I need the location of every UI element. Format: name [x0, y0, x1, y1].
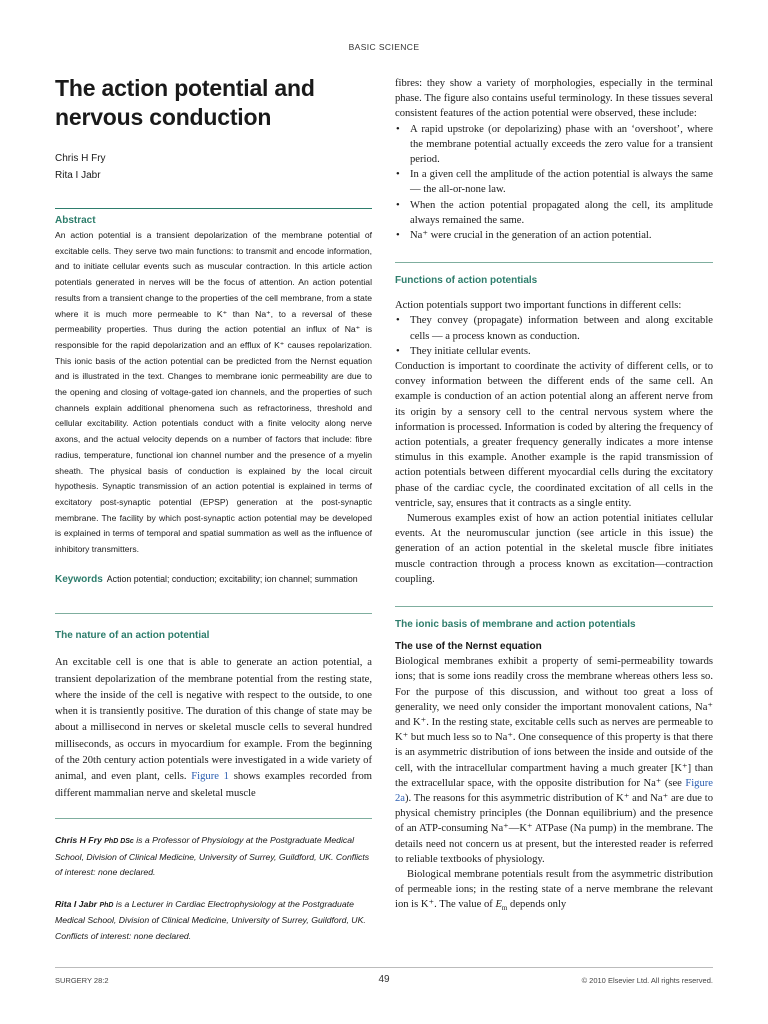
page-number: 49	[378, 974, 390, 985]
copyright-notice: © 2010 Elsevier Ltd. All rights reserved.	[581, 976, 713, 985]
article-title: The action potential and nervous conduction	[55, 75, 315, 130]
feature-list	[395, 122, 713, 244]
bullet-icon: •	[396, 315, 400, 327]
body-paragraph: An excitable cell is one that is able to generate an action potential, a transient depolarization of the membrane potential from the resting state, where the inside of the cell is negative with respect to the outside, to one when it is transiently positive. The duration of this change of state may be about a millisecond in nerves or skeletal muscle cells to several hundred milliseconds, as occurs in myocardium for example. From the beginning of the 20th century action potentials were investigated in a wide variety of animal, and even plant, cells. Figure 1 shows examples recorded from different mammalian nerve and skeletal muscle	[55, 657, 373, 799]
subsection-heading-nernst: The use of the Nernst equation	[395, 641, 542, 653]
list-item: • When the action potential propagated along the cell, its amplitude always remained the same.	[396, 199, 713, 226]
bullet-icon: •	[396, 230, 400, 242]
left-column	[55, 74, 372, 945]
keywords	[55, 572, 372, 588]
list-item: • They initiate cellular events.	[395, 344, 713, 359]
figure-1-link[interactable]: Figure 1	[191, 771, 229, 783]
affiliation-divider	[55, 818, 372, 819]
footer-divider	[55, 967, 713, 968]
body-paragraph: Conduction is important to coordinate the activity of different cells, or to convey information between the different ends of the same cell. An example is conduction of an action potential along an afferent nerve from its origin by a sensory cell to the central nervous system where the information is processed. Information is coded by altering the frequency of action potentials, a greater frequency generally indicates a more intense stimulus in this example. Another example is the rapid transmission of action potentials between different myocardial cells during the excitatory phase of the cardiac cycle, the coordinated excitation of all cells in the ventricle, say, ensures that it contracts as a single entity.	[395, 361, 714, 509]
abstract-text: An action potential is a transient depolarization of the membrane potential of excitable cells. They serve two main functions: to transmit and encode information, and to initiate cellular events such as muscular contraction. In this article action potentials generated in nerves will be the focus of attention. An action potential results from a transient change to the properties of the cell membrane, from a state where it is much more permeable to K⁺ than Na⁺, to a reversal of these permeability properties. Thus during the action potential an influx of Na⁺ is responsible for the rapid depolarization and an efflux of K⁺ causes repolarization. This ionic basis of the action potential can be predicted from the Nernst equation and is illustrated in the text. Changes to membrane ionic permeability are due to the opening and closing of voltage-gated ion channels, and the properties of such channels explain additional phenomena such as refractoriness, threshold and cellular excitability. Action potentials conduct with a finite velocity along nerve axons, and the actual velocity depends on a number of factors that include: fibre radius, temperature, functional ion channel number and the presence of a myelin sheath. The physical basis of conduction is explained by the local circuit hypothesis. Synaptic transmission of an action potential is explained in terms of excitatory post-synaptic potential (EPSP) generation at the post-synaptic membrane. The facility by which post-synaptic action potential may be developed is explained in terms of temporal and spatial summation as well as the influence of inhibitory transmitters.	[55, 230, 372, 555]
body-paragraph: fibres: they show a variety of morphologies, especially in the terminal phase. The figure also contains useful terminology. In these tissues several consistent features of the action potential were observed, these include:	[395, 78, 713, 120]
journal-reference: SURGERY 28:2	[55, 976, 109, 985]
bullet-icon: •	[396, 199, 400, 211]
list-item: • In a given cell the amplitude of the action potential is always the same — the all-or-none law.	[396, 169, 713, 196]
body-paragraph: Action potentials support two important functions in different cells:	[395, 300, 682, 312]
section-heading-functions: Functions of action potentials	[395, 275, 538, 287]
section-label: BASIC SCIENCE	[348, 42, 420, 52]
bullet-icon: •	[396, 345, 400, 357]
functions-list	[395, 313, 713, 359]
abstract-heading: Abstract	[55, 215, 96, 226]
list-item: • Na⁺ were crucial in the generation of an action potential.	[395, 228, 713, 243]
keywords-label: Keywords	[55, 573, 103, 585]
section-divider	[395, 606, 713, 607]
keywords-text: Action potential; conduction; excitability; ion channel; summation	[106, 573, 358, 584]
figure-2a-link[interactable]: Figure 2a	[395, 777, 713, 804]
section-divider	[395, 262, 713, 263]
author-name: Chris H Fry	[55, 153, 106, 164]
right-column	[395, 76, 713, 917]
section-divider	[55, 613, 372, 614]
list-item: • A rapid upstroke (or depolarizing) phase with an ‘overshoot’, where the membrane potential actually exceeds the zero value for a transient period.	[396, 123, 713, 166]
body-paragraph: Biological membranes exhibit a property of semi-permeability towards ions; that is some ions readily cross the membrane whereas others less so. For the purpose of this discussion, and without too great a loss of generality, we need only consider the important monovalent cations, Na⁺ and K⁺. In the resting state, excitable cells such as nerves are permeable to K⁺ but much less so to Na⁺. One consequence of this property is that there is an asymmetric distribution of ions between the inside and outside of the cell, with the intracellular compartment having a much greater [K⁺] than the extracellular space, with the opposite distribution for Na⁺ (see Figure 2a). The reasons for this asymmetric distribution of K⁺ and Na⁺ are due to physical chemistry principles (the Donnan equilibrium) and the presence of an ATP-consuming Na⁺—K⁺ ATPase (Na pump) in the membrane. The details need not concern us at present, but the interested reader is referred to reliable textbooks of physiology.	[395, 656, 713, 865]
bullet-icon: •	[396, 169, 400, 181]
author-affiliation: Rita I Jabr PhD is a Lecturer in Cardiac Electrophysiology at the Postgraduate Medical School, Division of Clinical Medicine, University of Surrey, Guildford, UK. Conflicts of interest: none declared.	[55, 898, 366, 941]
section-heading-nature: The nature of an action potential	[55, 630, 210, 642]
body-paragraph: Numerous examples exist of how an action potential initiates cellular events. At the neuromuscular junction (see article in this issue) the generation of an action potential in the skeletal muscle fibre initiates muscle contraction through a process known as excitation—contraction coupling.	[395, 513, 713, 585]
author-affiliation: Chris H Fry PhD DSc is a Professor of Physiology at the Postgraduate Medical School, Division of Clinical Medicine, University of Surrey, Guildford, UK. Conflicts of interest: none declared.	[55, 834, 370, 878]
author-list	[55, 150, 372, 184]
section-heading-ionic: The ionic basis of membrane and action potentials	[395, 619, 636, 631]
bullet-icon: •	[396, 123, 400, 135]
body-paragraph: Biological membrane potentials result from the asymmetric distribution of permeable ions; in the resting state of a nerve membrane the relevant ion is K⁺. The value of $E_m$ depends only	[395, 868, 713, 913]
list-item: • They convey (propagate) information between and along excitable cells — a process known as conduction.	[396, 315, 713, 342]
abstract-divider	[55, 208, 372, 209]
author-name: Rita I Jabr	[55, 170, 101, 181]
